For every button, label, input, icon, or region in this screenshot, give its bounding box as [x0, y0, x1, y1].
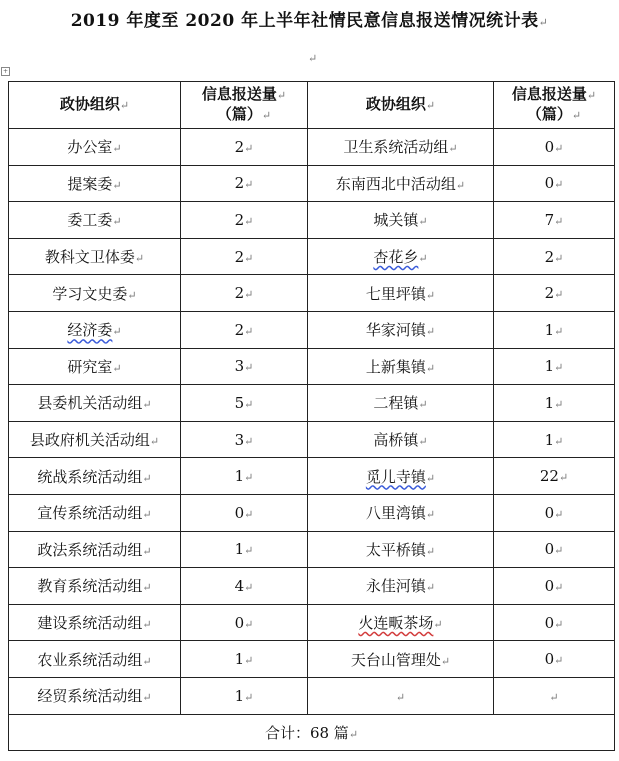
cell-org-left: [9, 494, 181, 531]
header-org-left: [9, 82, 181, 129]
cell-org-right: [308, 311, 494, 348]
paragraph-mark: ↵: [112, 178, 122, 192]
cell-count-left: [181, 641, 308, 678]
cell-org-left: [9, 275, 181, 312]
paragraph-mark: ↵: [425, 325, 436, 339]
cell-count-left-text: 3: [234, 430, 245, 449]
header-count-line1: 信息报送量: [511, 85, 587, 103]
paragraph-mark: ↵: [538, 16, 549, 29]
cell-org-right-text: 华家河镇: [365, 321, 426, 340]
cell-org-left-text: 办公室: [67, 138, 113, 157]
paragraph-mark: ↵: [244, 471, 254, 485]
cell-org-right-text: 火连畈茶场: [358, 614, 434, 633]
cell-org-left-text: 统战系统活动组: [37, 467, 143, 486]
table-row: [9, 641, 615, 678]
cell-count-right: [494, 275, 615, 312]
cell-org-right-text: 杏花乡: [373, 248, 419, 267]
paragraph-mark: ↵: [425, 288, 436, 302]
paragraph-mark: ↵: [554, 617, 564, 631]
cell-count-left: [181, 568, 308, 605]
cell-count-right: [494, 677, 615, 714]
cell-org-right-text: 太平桥镇: [365, 540, 426, 559]
paragraph-mark: ↵: [425, 99, 436, 112]
cell-count-right: [494, 568, 615, 605]
paragraph-mark: ↵: [418, 215, 428, 229]
table-body: [9, 129, 615, 715]
paragraph-mark: ↵: [127, 288, 137, 302]
table-row: [9, 604, 615, 641]
cell-org-left-text: 县委机关活动组: [37, 394, 143, 413]
table-row: [9, 458, 615, 495]
cell-org-right: [308, 494, 494, 531]
cell-org-left-text: 建设系统活动组: [37, 614, 143, 633]
header-count-right: [494, 82, 615, 129]
cell-count-left-text: 2: [234, 174, 245, 193]
table-row: [9, 385, 615, 422]
cell-count-left: [181, 604, 308, 641]
paragraph-mark: ↵: [142, 398, 152, 412]
cell-count-left-text: 5: [234, 393, 245, 412]
paragraph-mark: ↵: [395, 690, 406, 704]
cell-org-right-text: 高桥镇: [373, 431, 419, 450]
cell-org-right: [308, 238, 494, 275]
paragraph-mark: ↵: [244, 178, 254, 192]
cell-org-left-text: 农业系统活动组: [37, 650, 143, 669]
paragraph-mark: ↵: [112, 142, 122, 156]
paragraph-mark: ↵: [425, 544, 436, 558]
paragraph-mark: ↵: [244, 361, 254, 375]
cell-org-left-text: 县政府机关活动组: [29, 431, 150, 450]
paragraph-mark: ↵: [244, 544, 254, 558]
cell-count-right-text: 22: [539, 467, 559, 486]
cell-count-right: [494, 641, 615, 678]
paragraph-mark: ↵: [571, 109, 582, 122]
table-row: [9, 568, 615, 605]
paragraph-mark: ↵: [142, 581, 152, 595]
paragraph-mark: ↵: [440, 654, 451, 668]
cell-org-right-text: 上新集镇: [365, 357, 426, 376]
cell-org-right-text: 七里坪镇: [365, 284, 426, 303]
table-row: [9, 238, 615, 275]
paragraph-mark: ↵: [142, 544, 152, 558]
cell-count-left-text: 2: [234, 247, 245, 266]
cell-count-left: [181, 421, 308, 458]
cell-count-left-text: 3: [234, 357, 245, 376]
cell-org-right: [308, 275, 494, 312]
paragraph-mark: ↵: [348, 727, 359, 741]
paragraph-mark: ↵: [554, 507, 564, 521]
paragraph-mark: ↵: [112, 325, 122, 339]
paragraph-mark: ↵: [244, 654, 254, 668]
cell-count-left: [181, 458, 308, 495]
cell-count-right-text: 1: [544, 393, 555, 412]
paragraph-mark: ↵: [554, 544, 564, 558]
paragraph-mark: ↵: [112, 361, 122, 375]
paragraph-mark: ↵: [554, 361, 564, 375]
paragraph-mark: ↵: [448, 142, 458, 156]
cell-count-left: [181, 531, 308, 568]
header-count-line2: （篇）: [526, 105, 572, 123]
paragraph-mark: ↵: [554, 288, 564, 302]
cell-org-left: [9, 568, 181, 605]
cell-count-left: [181, 165, 308, 202]
total-text: 合计：68 篇: [264, 723, 349, 742]
cell-org-left-text: 教育系统活动组: [37, 577, 143, 596]
paragraph-mark: ↵: [112, 215, 122, 229]
header-count-line1: 信息报送量: [201, 85, 277, 103]
paragraph-mark: ↵: [554, 654, 564, 668]
cell-count-left: [181, 202, 308, 239]
cell-org-left: [9, 604, 181, 641]
paragraph-mark: ↵: [244, 251, 254, 265]
cell-org-left: [9, 311, 181, 348]
cell-org-right-text: 二程镇: [373, 394, 419, 413]
table-row: [9, 165, 615, 202]
paragraph-mark: ↵: [142, 654, 152, 668]
paragraph-mark: ↵: [433, 618, 443, 632]
paragraph-mark: ↵: [244, 141, 254, 155]
paragraph-mark: ↵: [425, 508, 436, 522]
header-count-left: [181, 82, 308, 129]
paragraph-mark: ↵: [244, 507, 254, 521]
cell-count-left: [181, 129, 308, 166]
cell-count-right: [494, 129, 615, 166]
total-row: [9, 714, 615, 751]
paragraph-mark: ↵: [554, 214, 564, 228]
cell-count-right: [494, 238, 615, 275]
paragraph-mark: ↵: [554, 251, 564, 265]
cell-org-right: [308, 677, 494, 714]
cell-count-left-text: 4: [234, 576, 245, 595]
cell-count-left-text: 2: [234, 210, 245, 229]
cell-org-right-text: 天台山管理处: [350, 650, 441, 669]
table-row: [9, 531, 615, 568]
paragraph-mark: ↵: [142, 508, 152, 522]
cell-count-right-text: 1: [544, 320, 555, 339]
cell-org-right-text: 卫生系统活动组: [343, 138, 449, 157]
cell-count-left-text: 0: [234, 503, 245, 522]
paragraph-mark: ↵: [142, 691, 152, 705]
cell-count-left-text: 2: [234, 137, 245, 156]
cell-org-left-text: 研究室: [67, 357, 113, 376]
cell-org-right: [308, 421, 494, 458]
paragraph-mark: ↵: [149, 435, 160, 449]
paragraph-mark: ↵: [418, 398, 428, 412]
paragraph-mark: ↵: [425, 361, 436, 375]
cell-count-right: [494, 531, 615, 568]
cell-org-left: [9, 641, 181, 678]
cell-org-right-text: 八里湾镇: [365, 504, 426, 523]
cell-count-right: [494, 202, 615, 239]
paragraph-mark: ↵: [244, 214, 254, 228]
total-cell: [9, 714, 615, 751]
paragraph-mark: ↵: [554, 178, 564, 192]
paragraph-mark: ↵: [586, 89, 597, 102]
cell-org-right: [308, 129, 494, 166]
cell-count-right-text: 0: [544, 613, 555, 632]
cell-org-left-text: 委工委: [67, 211, 113, 230]
cell-org-right: [308, 202, 494, 239]
paragraph-mark: ↵: [244, 397, 254, 411]
cell-org-left: [9, 348, 181, 385]
paragraph-mark: ↵: [276, 89, 287, 102]
header-count-line2: （篇）: [216, 105, 262, 123]
cell-org-right: [308, 165, 494, 202]
paragraph-mark: ↵: [308, 52, 318, 65]
cell-org-right-text: 东南西北中活动组: [335, 174, 456, 193]
cell-count-right-text: 2: [544, 247, 555, 266]
cell-count-right: [494, 494, 615, 531]
paragraph-mark: ↵: [244, 324, 254, 338]
cell-org-left-text: 提案委: [67, 174, 113, 193]
paragraph-mark: ↵: [425, 581, 436, 595]
title-text: 2019 年度至 2020 年上半年社情民意信息报送情况统计表: [70, 11, 539, 31]
cell-count-right: [494, 311, 615, 348]
paragraph-mark: ↵: [558, 471, 569, 485]
cell-org-left-text: 宣传系统活动组: [37, 504, 143, 523]
document-title: [0, 6, 619, 31]
cell-count-left: [181, 385, 308, 422]
cell-org-left: [9, 458, 181, 495]
cell-count-left-text: 2: [234, 284, 245, 303]
cell-org-left: [9, 202, 181, 239]
paragraph-mark: ↵: [549, 690, 559, 704]
header-org-right: [308, 82, 494, 129]
cell-org-left: [9, 129, 181, 166]
cell-count-left-text: 1: [234, 686, 245, 705]
cell-count-left-text: 0: [234, 613, 245, 632]
table-row: [9, 275, 615, 312]
cell-count-right: [494, 348, 615, 385]
paragraph-mark: ↵: [554, 580, 564, 594]
cell-org-left: [9, 165, 181, 202]
paragraph-mark: ↵: [418, 435, 428, 449]
table-row: [9, 348, 615, 385]
cell-count-right-text: 1: [544, 430, 555, 449]
paragraph-mark: ↵: [418, 252, 428, 266]
cell-org-left: [9, 421, 181, 458]
cell-org-right: [308, 458, 494, 495]
header-org-label: 政协组织: [59, 95, 120, 113]
cell-count-right-text: 0: [544, 540, 555, 559]
cell-count-right-text: 7: [544, 210, 555, 229]
cell-count-right: [494, 385, 615, 422]
paragraph-mark: ↵: [244, 617, 254, 631]
paragraph-mark: ↵: [134, 252, 145, 266]
cell-org-left-text: 教科文卫体委: [44, 248, 135, 267]
cell-org-right-text: 城关镇: [373, 211, 419, 230]
cell-count-left-text: 2: [234, 320, 245, 339]
cell-org-left-text: 经贸系统活动组: [37, 687, 143, 706]
cell-count-left: [181, 677, 308, 714]
table-move-handle-icon[interactable]: +: [2, 68, 9, 75]
cell-count-left: [181, 494, 308, 531]
cell-org-left: [9, 238, 181, 275]
cell-org-right-text: 永佳河镇: [365, 577, 426, 596]
cell-count-right: [494, 458, 615, 495]
cell-count-right-text: 0: [544, 137, 555, 156]
cell-org-left-text: 学习文史委: [52, 284, 128, 303]
paragraph-mark: ↵: [455, 178, 466, 192]
paragraph-mark: ↵: [142, 618, 152, 632]
cell-count-right-text: 0: [544, 576, 555, 595]
cell-org-left: [9, 677, 181, 714]
cell-org-left: [9, 385, 181, 422]
cell-count-left-text: 1: [234, 650, 245, 669]
cell-org-left-text: 经济委: [67, 321, 113, 340]
table-row: [9, 494, 615, 531]
paragraph-mark: ↵: [119, 99, 130, 112]
table-header-row: [9, 82, 615, 129]
statistics-table: [8, 81, 615, 751]
table-row: [9, 129, 615, 166]
cell-count-right: [494, 421, 615, 458]
cell-count-left: [181, 275, 308, 312]
cell-count-right-text: 1: [544, 357, 555, 376]
paragraph-mark: ↵: [261, 109, 272, 122]
cell-count-right-text: 0: [544, 650, 555, 669]
cell-count-right-text: 0: [544, 503, 555, 522]
table-row: [9, 677, 615, 714]
cell-org-right: [308, 385, 494, 422]
cell-org-right: [308, 348, 494, 385]
cell-count-right-text: 2: [544, 284, 555, 303]
paragraph-mark: ↵: [244, 690, 254, 704]
paragraph-mark: ↵: [554, 324, 564, 338]
cell-count-left-text: 1: [234, 540, 245, 559]
cell-org-right-text: 觅儿寺镇: [365, 467, 426, 486]
cell-org-right: [308, 641, 494, 678]
paragraph-mark: ↵: [425, 471, 436, 485]
cell-count-right: [494, 165, 615, 202]
paragraph-mark: ↵: [244, 434, 254, 448]
paragraph-mark: ↵: [554, 434, 564, 448]
table-row: [9, 421, 615, 458]
paragraph-mark: ↵: [142, 471, 152, 485]
cell-count-right: [494, 604, 615, 641]
cell-org-right: [308, 604, 494, 641]
cell-org-left: [9, 531, 181, 568]
paragraph-mark: ↵: [554, 397, 564, 411]
cell-org-right: [308, 568, 494, 605]
cell-count-left-text: 1: [234, 467, 245, 486]
header-org-label: 政协组织: [365, 95, 426, 113]
table-row: [9, 311, 615, 348]
cell-count-left: [181, 348, 308, 385]
table-row: [9, 202, 615, 239]
cell-count-left: [181, 238, 308, 275]
paragraph-mark: ↵: [244, 580, 254, 594]
paragraph-mark: ↵: [554, 141, 564, 155]
cell-count-right-text: 0: [544, 174, 555, 193]
cell-count-left: [181, 311, 308, 348]
cell-org-left-text: 政法系统活动组: [37, 540, 143, 559]
cell-org-right: [308, 531, 494, 568]
paragraph-mark: ↵: [244, 288, 254, 302]
